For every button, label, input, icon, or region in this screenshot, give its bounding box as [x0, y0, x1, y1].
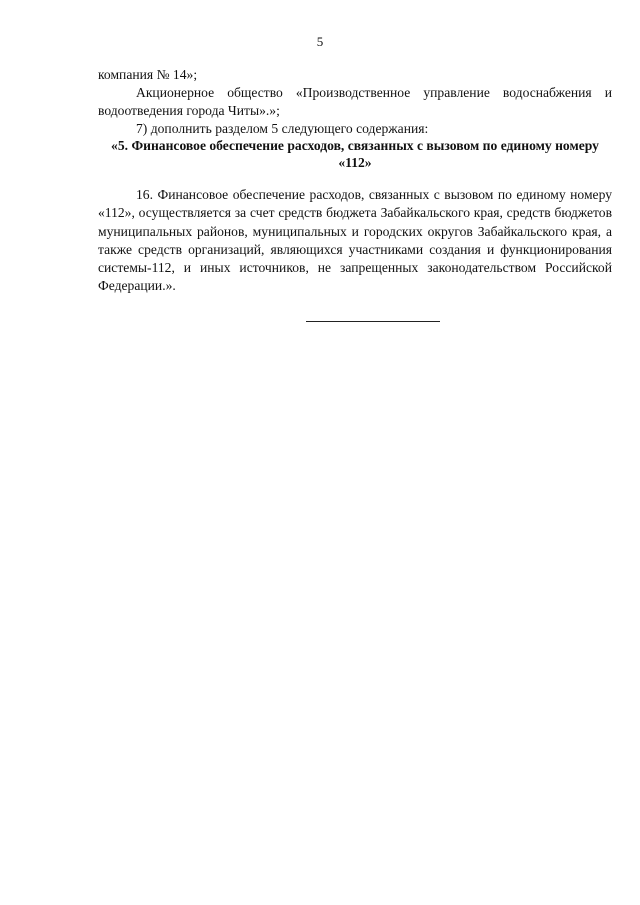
- previous-section-tail: [98, 66, 612, 138]
- section-5-heading: «5. Финансовое обеспечение расходов, связанных с вызовом по единому номеру «112»: [111, 138, 599, 170]
- closing-rule-divider: [306, 321, 440, 322]
- page-number: 5: [316, 34, 324, 49]
- joint-stock-company-line: Акционерное общество «Производственное управление водоснабжения и водоотведения города Читы».»;: [98, 85, 612, 118]
- company-line: компания № 14»;: [98, 67, 198, 82]
- amendment-item-7: 7) дополнить разделом 5 следующего содержания:: [136, 121, 429, 136]
- paragraph-16: 16. Финансовое обеспечение расходов, связанных с вызовом по единому номеру «112», осуществляется за счет средств бюджета Забайкальского края, средств бюджетов муниципальных районов, муниципальных и городских округов Забайкальского края, а также средств организаций, являющихся участниками создания и функционирования системы-112, и иных источников, не запрещенных законодательством Российской Федерации.».: [98, 187, 612, 294]
